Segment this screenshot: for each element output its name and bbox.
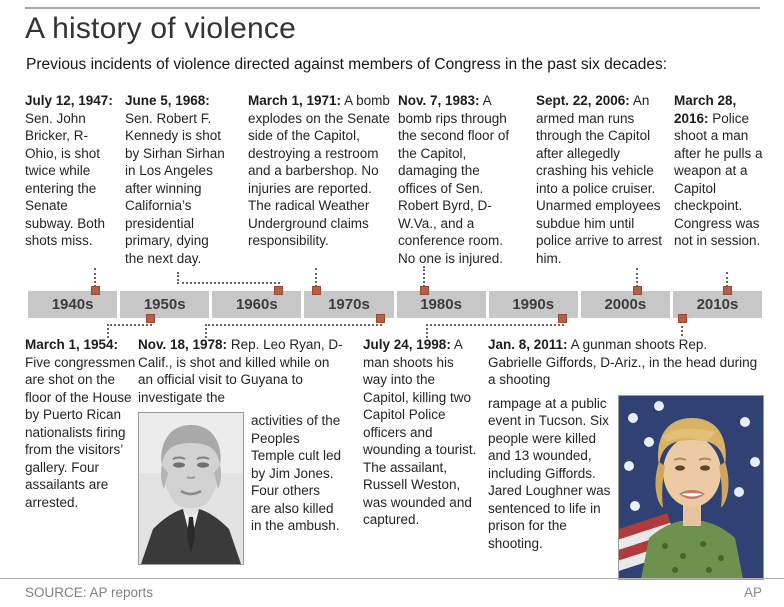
event-text: Sen. John Bricker, R-Ohio, is shot twice while entering the Senate subway. Both shots miss. bbox=[25, 110, 106, 248]
event-marker bbox=[376, 314, 385, 323]
connector-1983 bbox=[423, 266, 425, 287]
event-2006 bbox=[536, 92, 669, 267]
connector-1971 bbox=[315, 268, 317, 287]
top-rule bbox=[25, 7, 760, 9]
event-text: A gunman shoots Rep. Gabrielle Giffords, D-Ariz., in the head during a shooting bbox=[488, 337, 758, 387]
ap-credit: AP bbox=[743, 585, 762, 600]
event-date: July 12, 1947: bbox=[25, 93, 113, 108]
event-1998 bbox=[363, 336, 477, 529]
event-text: Police shoot a man after he pulls a weapon at a Capitol checkpoint. Congress was not in session. bbox=[674, 110, 763, 248]
connector-1947 bbox=[94, 268, 96, 287]
event-date: March 1, 1954: bbox=[25, 337, 119, 352]
decade-1960s: 1960s bbox=[212, 291, 301, 318]
timeline-bar bbox=[28, 291, 762, 318]
event-marker bbox=[420, 286, 429, 295]
page-subtitle: Previous incidents of violence directed against members of Congress in the past six decades: bbox=[26, 56, 668, 73]
event-date: Jan. 8, 2011: bbox=[488, 337, 568, 352]
decade-1950s: 1950s bbox=[120, 291, 209, 318]
event-text: A bomb rips through the second floor of the Capitol, damaging the offices of Sen. Robert Byrd, D-W.Va., and a conference room. No one is injured. bbox=[398, 93, 510, 266]
event-1954 bbox=[25, 336, 139, 511]
event-1983 bbox=[398, 92, 520, 267]
event-marker bbox=[146, 314, 155, 323]
event-marker bbox=[678, 314, 687, 323]
event-marker bbox=[274, 286, 283, 295]
connector-2016 bbox=[726, 272, 728, 287]
event-marker bbox=[91, 286, 100, 295]
event-text: A bomb explodes on the Senate side of the Capitol, destroying a restroom and a barbershop. No injuries are reported. The radical Weather Underground claims responsibility. bbox=[248, 93, 390, 248]
leo-ryan-photo bbox=[138, 412, 244, 565]
event-date: Nov. 18, 1978: bbox=[138, 337, 228, 352]
event-1971 bbox=[248, 92, 390, 250]
event-date: March 28, 2016: bbox=[674, 93, 737, 126]
event-text: Five congressmen are shot on the floor of the House by Puerto Rican nationalists firing from the visitors’ gallery. Four assailants are arrested. bbox=[25, 354, 136, 510]
event-2016 bbox=[674, 92, 764, 250]
event-1968 bbox=[125, 92, 228, 267]
event-text: activities of the Peoples Temple cult led by Jim Jones. Four others are also killed in the ambush. bbox=[251, 413, 342, 533]
event-date: July 24, 1998: bbox=[363, 337, 451, 352]
decade-2010s: 2010s bbox=[673, 291, 762, 318]
decade-1940s: 1940s bbox=[28, 291, 117, 318]
event-date: Sept. 22, 2006: bbox=[536, 93, 630, 108]
decade-1990s: 1990s bbox=[489, 291, 578, 318]
event-text: rampage at a public event in Tucson. Six people were killed and 13 wounded, including Giffords. Jared Loughner was sentenced to life in prison for the shooting. bbox=[488, 395, 611, 551]
event-1978 bbox=[138, 336, 343, 565]
event-date: June 5, 1968: bbox=[125, 93, 210, 108]
footer-rule bbox=[0, 578, 784, 579]
event-date: Nov. 7, 1983: bbox=[398, 93, 480, 108]
event-marker bbox=[312, 286, 321, 295]
connector-2011 bbox=[681, 321, 683, 336]
event-2011 bbox=[488, 336, 764, 580]
connector-1968 bbox=[177, 272, 280, 284]
decade-1970s: 1970s bbox=[304, 291, 393, 318]
event-text: An armed man runs through the Capitol after allegedly crashing his vehicle into a police cruiser. Unarmed employees subdue him until police arrive to arrest him. bbox=[536, 93, 663, 266]
source-credit: SOURCE: AP reports bbox=[25, 585, 154, 600]
event-text: Sen. Robert F. Kennedy is shot by Sirhan Sirhan in Los Angeles after winning California’s presidential primary, dying the next day. bbox=[125, 110, 225, 266]
event-text: Rep. Leo Ryan, D-Calif., is shot and killed while on an official visit to Guyana to investigate the bbox=[138, 337, 343, 405]
event-marker bbox=[633, 286, 642, 295]
event-text: A man shoots his way into the Capitol, killing two Capitol Police officers and wounding a tourist. The assailant, Russell Weston, was wounded and captured. bbox=[363, 337, 477, 527]
event-marker bbox=[723, 286, 732, 295]
event-marker bbox=[558, 314, 567, 323]
page-title: A history of violence bbox=[25, 12, 297, 45]
event-date: March 1, 1971: bbox=[248, 93, 342, 108]
decade-2000s: 2000s bbox=[581, 291, 670, 318]
event-1947 bbox=[25, 92, 113, 250]
gabrielle-giffords-photo bbox=[618, 395, 764, 580]
connector-2006 bbox=[636, 268, 638, 287]
decade-1980s: 1980s bbox=[397, 291, 486, 318]
